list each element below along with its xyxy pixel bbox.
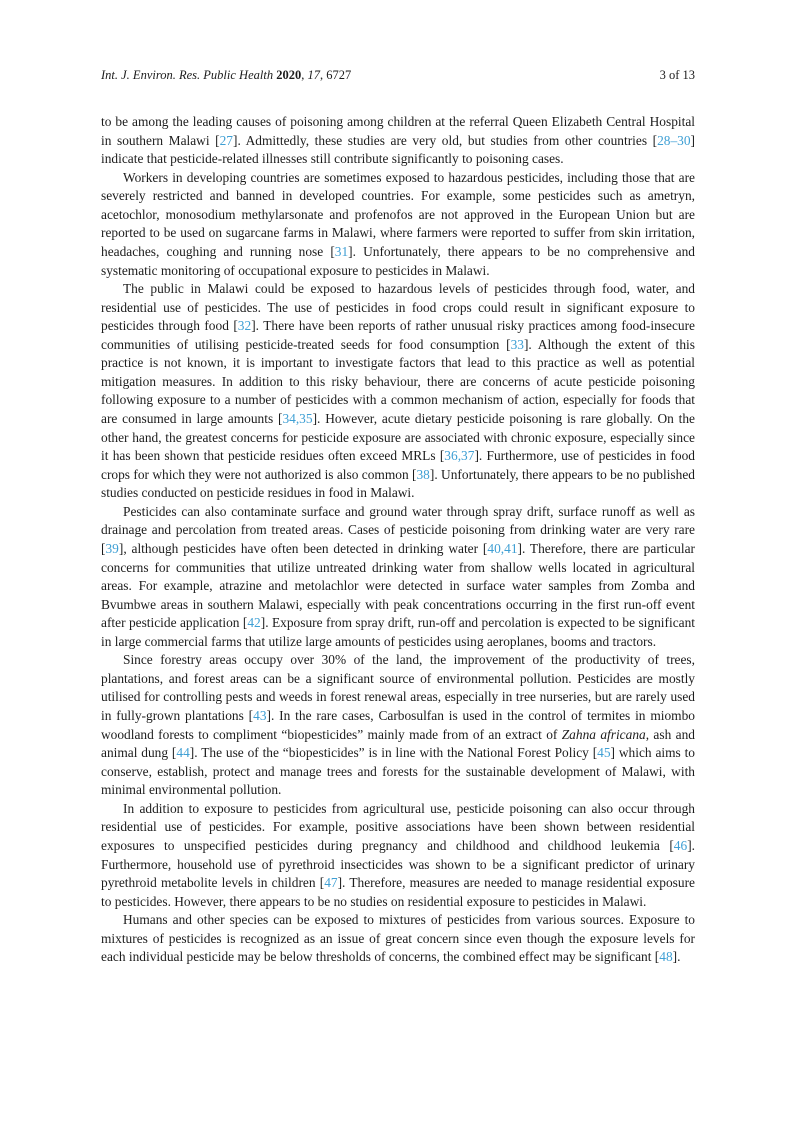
paragraph xyxy=(101,113,695,169)
paragraph xyxy=(101,651,695,800)
text-run: ]. Although the extent of this practice is not known, it is important to investigate factors that lead to this practice as well as potential mitigation measures. In addition to this risky behaviour, there are concerns of acute pesticide poisoning following exposure to a number of pesticides with a common mechanism of action, especially for foods that are consumed in large amounts [ xyxy=(101,336,695,426)
text-run: ]. Furthermore, household use of pyrethroid insecticides was shown to be a significant predictor of urinary pyrethroid metabolite levels in children [ xyxy=(101,837,695,891)
text-run: , 6727 xyxy=(319,68,352,82)
text-run: 17 xyxy=(307,68,320,82)
text-run: ]. Admittedly, these studies are very old, but studies from other countries [ xyxy=(233,132,658,148)
citation-link[interactable]: 32 xyxy=(237,318,252,334)
text-run: ]. xyxy=(672,949,681,965)
citation-link[interactable]: 48 xyxy=(659,949,673,965)
citation-link[interactable]: 39 xyxy=(105,540,119,556)
text-run: Int. J. Environ. Res. Public Health xyxy=(101,68,277,82)
citation-link[interactable]: 43 xyxy=(253,708,267,723)
text-run: 2020 xyxy=(276,68,302,82)
citation-link[interactable]: 42 xyxy=(247,615,261,631)
text-run: ]. Therefore, measures are needed to manage residential exposure to pesticides. However, there appears to be no studies on residential exposure to pesticides in Malawi. xyxy=(101,875,695,909)
text-run: ], although pesticides have often been detected in drinking water [ xyxy=(118,540,488,556)
text-run: ]. Unfortunately, there appears to be no published studies conducted on pesticide residues in food in Malawi. xyxy=(101,466,695,501)
page-header xyxy=(101,67,695,83)
paragraph xyxy=(101,280,695,503)
text-run: The public in Malawi could be exposed to hazardous levels of pesticides through food, water, and residential use of pesticides. The use of pesticides in food crops could result in significant exposure to pesticides through food [ xyxy=(101,281,695,334)
citation-link[interactable]: 40,41 xyxy=(487,540,518,556)
text-run: ]. The use of the “biopesticides” is in line with the National Forest Policy [ xyxy=(189,745,598,761)
citation-link[interactable]: 38 xyxy=(416,466,430,482)
text-run: , xyxy=(301,68,308,82)
citation-link[interactable]: 31 xyxy=(334,243,349,259)
citation-link[interactable]: 28–30 xyxy=(657,132,691,148)
text-run: , ash and animal dung [ xyxy=(101,726,695,761)
text-run: ]. However, acute dietary pesticide poisoning is rare globally. On the other hand, the greatest concerns for pesticide exposure are associated with chronic exposure, especially since it has been shown that pesticide residues often exceed MRLs [ xyxy=(101,411,695,464)
citation-link[interactable]: 47 xyxy=(324,875,338,891)
text-run: to be among the leading causes of poisoning among children at the referral Queen Elizabeth Central Hospital in southern Malawi [ xyxy=(101,114,695,148)
citation-link[interactable]: 36,37 xyxy=(444,448,475,464)
citation-link[interactable]: 46 xyxy=(673,837,688,853)
text-run: ] indicate that pesticide-related illnesses still contribute significantly to poisoning cases. xyxy=(101,132,696,167)
text-run: Since forestry areas occupy over 30% of the land, the improvement of the productivity of trees, plantations, and forest areas can be a significant source of environmental pollution. Pesticides are mostly utilised for controlling pests and weeds in forest renewal areas, especially in tree nurseries, but are rarely used in fully-grown plantations [ xyxy=(101,652,695,723)
page-number: 3 of 13 xyxy=(659,68,695,82)
paragraph xyxy=(101,503,695,652)
text-run: ]. Exposure from spray drift, run-off and percolation is expected to be significant in large commercial farms that utilize large amounts of pesticides using aeroplanes, booms and tractors. xyxy=(101,615,696,649)
citation-link[interactable]: 34,35 xyxy=(282,411,313,426)
text-run: In addition to exposure to pesticides from agricultural use, pesticide poisoning can also occur through residential use of pesticides. For example, positive associations have been shown between residential exposures to unspecified pesticides during pregnancy and childhood and childhood leukemia [ xyxy=(101,800,695,853)
text-run: Zahna africana xyxy=(561,726,646,742)
text-run: ]. There have been reports of rather unusual risky practices among food-insecure communities of utilising pesticide-treated seeds for food consumption [ xyxy=(101,318,695,352)
citation-link[interactable]: 44 xyxy=(176,745,190,761)
journal-citation xyxy=(101,67,351,83)
text-run: Pesticides can also contaminate surface and ground water through spray drift, surface runoff as well as drainage and percolation from treated areas. Cases of pesticide poisoning from drinking water are very rare [ xyxy=(101,503,695,556)
citation-link[interactable]: 27 xyxy=(219,132,233,148)
text-run: Workers in developing countries are sometimes exposed to hazardous pesticides, including those that are severely restricted and banned in developed countries. For example, some pesticides such as ametryn, acetochlor, monosodium methylarsonate and profenofos are not approved in the European Union but are reported to be used on sugarcane farms in Malawi, where farmers were reported to suffer from skin irritation, headaches, coughing and running nose [ xyxy=(101,169,695,259)
article-body xyxy=(101,113,695,967)
text-run: ]. In the rare cases, Carbosulfan is used in the control of termites in miombo woodland forests to compliment “biopesticides” mainly made from of an extract of xyxy=(101,708,695,742)
text-run: ]. Therefore, there are particular concerns for communities that utilize untreated drinking water from shallow wells located in agricultural areas. For example, atrazine and metolachlor were detected in surface water samples from Zomba and Bvumbwe areas in southern Malawi, especially with peak concentrations occurring in the first run-off event after pesticide application [ xyxy=(101,540,695,631)
paragraph xyxy=(101,169,695,280)
paragraph xyxy=(101,800,695,911)
text-run: ]. Unfortunately, there appears to be no comprehensive and systematic monitoring of occupational exposure to pesticides in Malawi. xyxy=(101,243,695,278)
text-run: Humans and other species can be exposed to mixtures of pesticides from various sources. Exposure to mixtures of pesticides is recognized as an issue of great concern since even though the exposure levels for each individual pesticide may be below thresholds of concerns, the combined effect may be significant [ xyxy=(101,912,695,965)
citation-link[interactable]: 45 xyxy=(597,745,611,761)
text-run: ]. Furthermore, use of pesticides in food crops for which they were not authorized is also common [ xyxy=(101,448,695,482)
text-run: ] which aims to conserve, establish, protect and manage trees and forests for the sustainable development of Malawi, with minimal environmental pollution. xyxy=(101,745,695,798)
paragraph xyxy=(101,911,695,967)
citation-link[interactable]: 33 xyxy=(510,336,524,352)
